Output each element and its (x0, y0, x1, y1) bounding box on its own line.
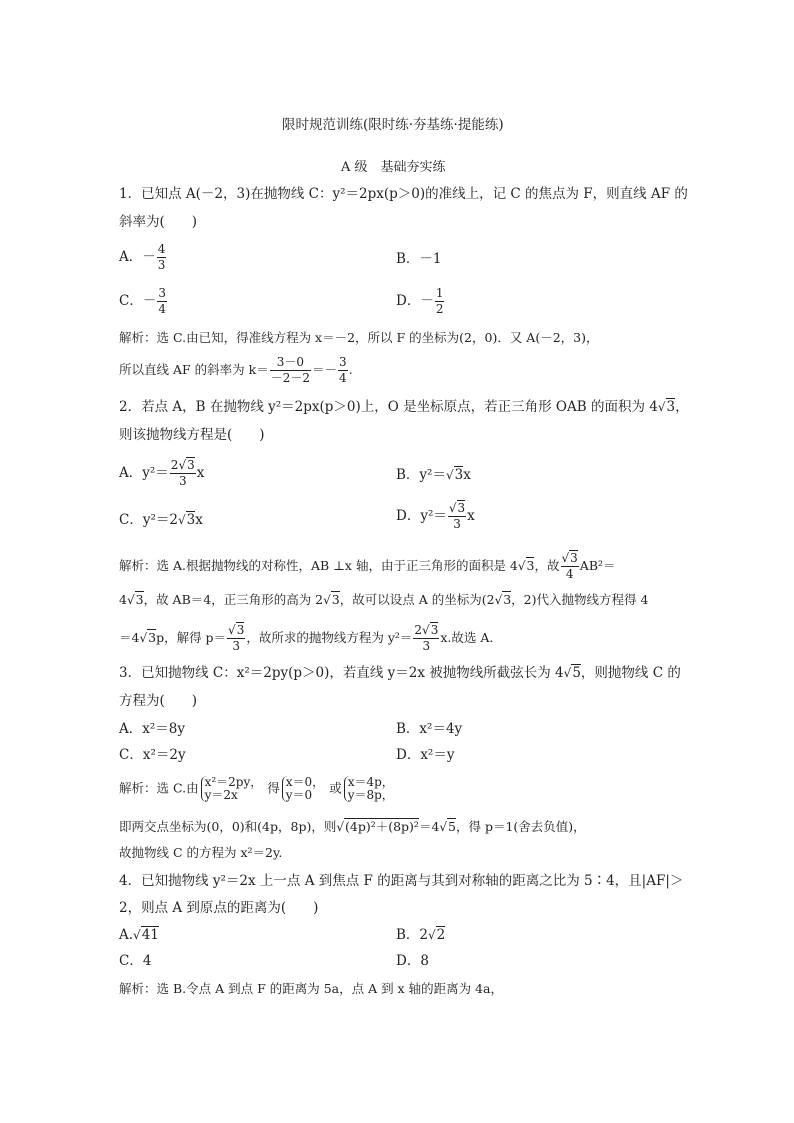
q2-option-c-prefix: C．y²＝2 (119, 512, 178, 528)
q1-solution-fraction1-denominator: －2－2 (270, 371, 310, 385)
q1-solution-line1: 解析：选 C.由已知，得准线方程为 x＝－2，所以 F 的坐标为(2，0)．又 A(－2，3)， (119, 330, 599, 345)
q3-solution-line1-prefix: 解析：选 C.由 (119, 780, 199, 796)
q3-stem-line1 (119, 664, 681, 682)
q3-system3-row2: y＝8p， (347, 788, 394, 802)
q2-solution-line2-radicand2: 3 (331, 592, 340, 607)
q2-solution-line3 (119, 623, 493, 654)
q2-solution-line3-fraction1-radicand: 3 (236, 623, 245, 637)
q2-option-b (396, 466, 471, 484)
sqrt-icon: √ (561, 551, 570, 565)
q1-option-d (396, 286, 445, 317)
q3-solution-line2-prefix: 即两交点坐标为(0，0)和(4p，8p)，则 (119, 819, 337, 834)
q1-option-a-fraction (157, 242, 167, 273)
q3-solution-line2-end: ，得 p＝1(舍去负值)， (456, 819, 586, 834)
q2-option-a (119, 458, 204, 489)
q3-system2 (282, 776, 327, 802)
sqrt-icon: √ (448, 501, 457, 515)
q2-solution-line3-fraction1-denominator: 3 (232, 639, 241, 653)
q3-system3 (344, 776, 397, 802)
q2-stem-line1-prefix: 2．若点 A，B 在抛物线 y²＝2px(p＞0)上，O 是坐标原点，若正三角形 OAB 的面积为 4 (119, 399, 658, 415)
q1-option-d-fraction (435, 286, 445, 317)
q3-option-c: C．x²＝2y (119, 747, 186, 763)
q4-stem-line2: 2，则点 A 到原点的距离为( ) (119, 900, 319, 916)
q2-solution-line2-b: ，故 AB＝4，正三角形的高为 2 (143, 592, 324, 607)
q4-option-d: D．8 (396, 953, 429, 969)
q1-option-c-denominator: 4 (158, 302, 166, 316)
q3-stem-line2: 方程为( ) (119, 693, 198, 709)
q2-solution-line1-mid: ，故 (534, 558, 560, 573)
q1-solution-fraction1-numerator: 3－0 (270, 355, 311, 371)
q2-option-c-radicand: 3 (186, 512, 196, 528)
q2-option-a-coef: 2 (170, 458, 179, 472)
q2-option-d-fraction (448, 501, 466, 532)
sqrt-icon: √ (228, 623, 236, 637)
q3-solution-line2-radicand2: 5 (448, 819, 456, 834)
q2-solution-line1-numerator (561, 551, 579, 567)
q2-stem-radicand: 3 (666, 399, 676, 415)
q3-stem-radicand: 5 (572, 665, 581, 681)
q2-option-d-denominator: 3 (453, 517, 461, 531)
q2-option-a-fraction (170, 458, 196, 489)
section-heading: A 级 基础夯实练 (341, 160, 446, 175)
q1-option-c (119, 286, 168, 317)
q2-solution-line3-fraction1 (227, 623, 245, 654)
q2-solution-line3-fraction1-numerator (227, 623, 245, 639)
q2-solution-line2-radicand1: 3 (135, 592, 144, 607)
sqrt-icon: √ (494, 593, 503, 607)
q2-option-b-radicand: 3 (454, 467, 464, 483)
q1-option-a-prefix: A．－ (119, 249, 156, 265)
q3-solution-line2-mid: ＝4 (418, 819, 440, 834)
q2-solution-line1-fraction (561, 551, 579, 582)
q2-option-b-prefix: B．y²＝ (396, 467, 446, 483)
q3-system2-row1: x＝0， (285, 775, 325, 789)
q3-solution-line1 (119, 776, 399, 802)
sqrt-icon: √ (445, 468, 454, 482)
q1-solution-fraction1 (270, 355, 311, 386)
q2-solution-line1-end: AB²＝ (579, 558, 616, 573)
q2-solution-line3-fraction2-numerator (413, 623, 439, 639)
q1-stem-line1: 1．已知点 A(－2，3)在抛物线 C：y²＝2px(p＞0)的准线上，记 C 的焦点为 F，则直线 AF 的 (119, 186, 688, 202)
q2-solution-line3-c: ，故所求的抛物线方程为 y²＝ (246, 630, 413, 645)
q1-option-d-numerator: 1 (435, 286, 444, 300)
q3-option-b: B．x²＝4y (396, 721, 463, 737)
q3-stem-line1-prefix: 3．已知抛物线 C：x²＝2py(p＞0)，若直线 y＝2x 被抛物线所截弦长为 4 (119, 665, 564, 681)
q3-solution-line1-de: 得 (267, 780, 280, 796)
q4-option-b (396, 926, 445, 944)
q1-option-a-denominator: 3 (157, 258, 166, 272)
q2-option-a-radicand: 3 (187, 458, 195, 472)
q1-option-d-prefix: D．－ (396, 293, 434, 309)
q2-solution-line1-num-radicand: 3 (570, 551, 578, 565)
q2-solution-line2-c: ，故可以设点 A 的坐标为(2 (339, 592, 495, 607)
sqrt-icon: √ (657, 400, 666, 414)
sqrt-icon: √ (323, 593, 331, 607)
q2-option-d-radicand: 3 (457, 501, 466, 515)
q3-system2-row2: y＝0 (285, 788, 313, 802)
q2-solution-line1-denominator: 4 (565, 567, 574, 581)
q1-solution-line2-end: . (348, 362, 353, 377)
q2-option-a-prefix: A．y²＝ (119, 465, 169, 481)
q2-option-a-numerator (170, 458, 196, 474)
q3-option-a: A．x²＝8y (119, 721, 185, 737)
q1-solution-fraction2 (338, 355, 348, 386)
q2-solution-line1-prefix: 解析：选 A.根据抛物线的对称性，AB ⊥x 轴，由于正三角形的面积是 4 (119, 558, 518, 573)
sqrt-icon: √ (126, 593, 135, 607)
sqrt-icon: √ (439, 820, 448, 834)
q1-solution-fraction2-denominator: 4 (339, 371, 347, 385)
sqrt-icon: √ (428, 928, 436, 942)
q2-option-c (119, 511, 203, 529)
sqrt-icon: √ (517, 559, 526, 573)
q2-solution-line3-fraction2-coef: 2 (414, 623, 423, 637)
q2-option-c-end: x (195, 512, 203, 528)
q2-solution-line3-a: ＝4 (119, 630, 140, 645)
sqrt-icon: √ (178, 458, 187, 472)
q4-option-a (119, 926, 159, 944)
sqrt-icon: √ (177, 513, 186, 527)
q2-stem-line1-end: ， (675, 399, 689, 415)
q1-solution-line2 (119, 355, 353, 386)
q2-solution-line3-d: x.故选 A. (440, 630, 494, 645)
q2-option-d (396, 501, 475, 532)
q2-stem-line1 (119, 398, 689, 416)
q2-option-b-end: x (463, 467, 471, 483)
q1-option-c-prefix: C．－ (119, 293, 157, 309)
q2-stem-line2: 则该抛物线方程是( ) (119, 427, 265, 443)
q1-option-c-fraction (157, 286, 167, 317)
q2-solution-line3-b: p，解得 p＝ (156, 630, 227, 645)
q2-option-a-end: x (196, 465, 205, 481)
sqrt-icon: √ (139, 631, 148, 645)
q1-option-c-numerator: 3 (158, 286, 166, 300)
q3-stem-line1-end: ，则抛物线 C 的 (580, 665, 681, 681)
q4-option-c: C．4 (119, 953, 152, 969)
q2-solution-line2-radicand3: 3 (503, 592, 512, 607)
q4-stem-line1: 4．已知抛物线 y²＝2x 上一点 A 到焦点 F 的距离与其到对称轴的距离之比为 5∶4，且|AF|＞ (119, 873, 684, 889)
q2-solution-line1-radicand: 3 (526, 558, 535, 573)
q3-system1 (201, 776, 266, 802)
q2-solution-line2 (119, 591, 648, 609)
q2-solution-line3-fraction2 (413, 623, 439, 654)
sqrt-icon: √ (422, 623, 430, 637)
q2-solution-line3-fraction2-denominator: 3 (422, 639, 431, 653)
q3-solution-line3: 故抛物线 C 的方程为 x²＝2y. (119, 845, 283, 860)
q1-stem-line2: 斜率为( ) (119, 214, 198, 230)
q1-solution-fraction2-numerator: 3 (339, 355, 347, 369)
q2-solution-line2-d: ，2)代入抛物线方程得 4 (511, 592, 649, 607)
q4-option-b-radicand: 2 (436, 927, 446, 943)
q4-option-a-radicand: 41 (141, 927, 159, 943)
q1-solution-line2-prefix: 所以直线 AF 的斜率为 k＝ (119, 362, 269, 377)
q3-solution-line2-radicand: (4p)²＋(8p)² (344, 819, 419, 834)
q4-option-a-prefix: A. (119, 927, 134, 943)
q3-option-d: D．x²＝y (396, 747, 455, 763)
q2-solution-line2-a: 4 (119, 592, 127, 607)
q1-option-b: B．－1 (396, 251, 442, 267)
q3-solution-line2 (119, 818, 586, 836)
q1-option-a (119, 242, 167, 273)
sqrt-icon: √ (563, 666, 572, 680)
q4-solution-line1: 解析：选 B.令点 A 到点 F 的距离为 5a，点 A 到 x 轴的距离为 4a， (119, 981, 503, 996)
q1-option-d-denominator: 2 (435, 302, 444, 316)
q4-option-b-prefix: B．2 (396, 927, 429, 943)
sqrt-icon: √ (133, 928, 141, 942)
q2-solution-line1 (119, 551, 616, 582)
q2-solution-line3-radicand1: 3 (148, 630, 157, 645)
q2-option-a-denominator: 3 (178, 474, 187, 488)
page-title: 限时规范训练(限时练·夯基练·提能练) (282, 117, 504, 133)
q1-option-a-numerator: 4 (157, 242, 166, 256)
q2-option-d-end: x (467, 508, 475, 524)
q3-solution-line1-huo: 或 (329, 780, 342, 796)
sqrt-icon: √ (336, 820, 344, 834)
q3-system3-row1: x＝4p， (347, 775, 394, 789)
q2-option-d-numerator (448, 501, 466, 517)
q1-solution-line2-equals: ＝－ (311, 362, 337, 377)
q2-option-d-prefix: D．y²＝ (396, 508, 447, 524)
q3-system1-row1: x²＝2py， (204, 775, 263, 789)
q3-system1-row2: y＝2x (204, 788, 238, 802)
q2-solution-line3-fraction2-radicand: 3 (430, 623, 439, 637)
